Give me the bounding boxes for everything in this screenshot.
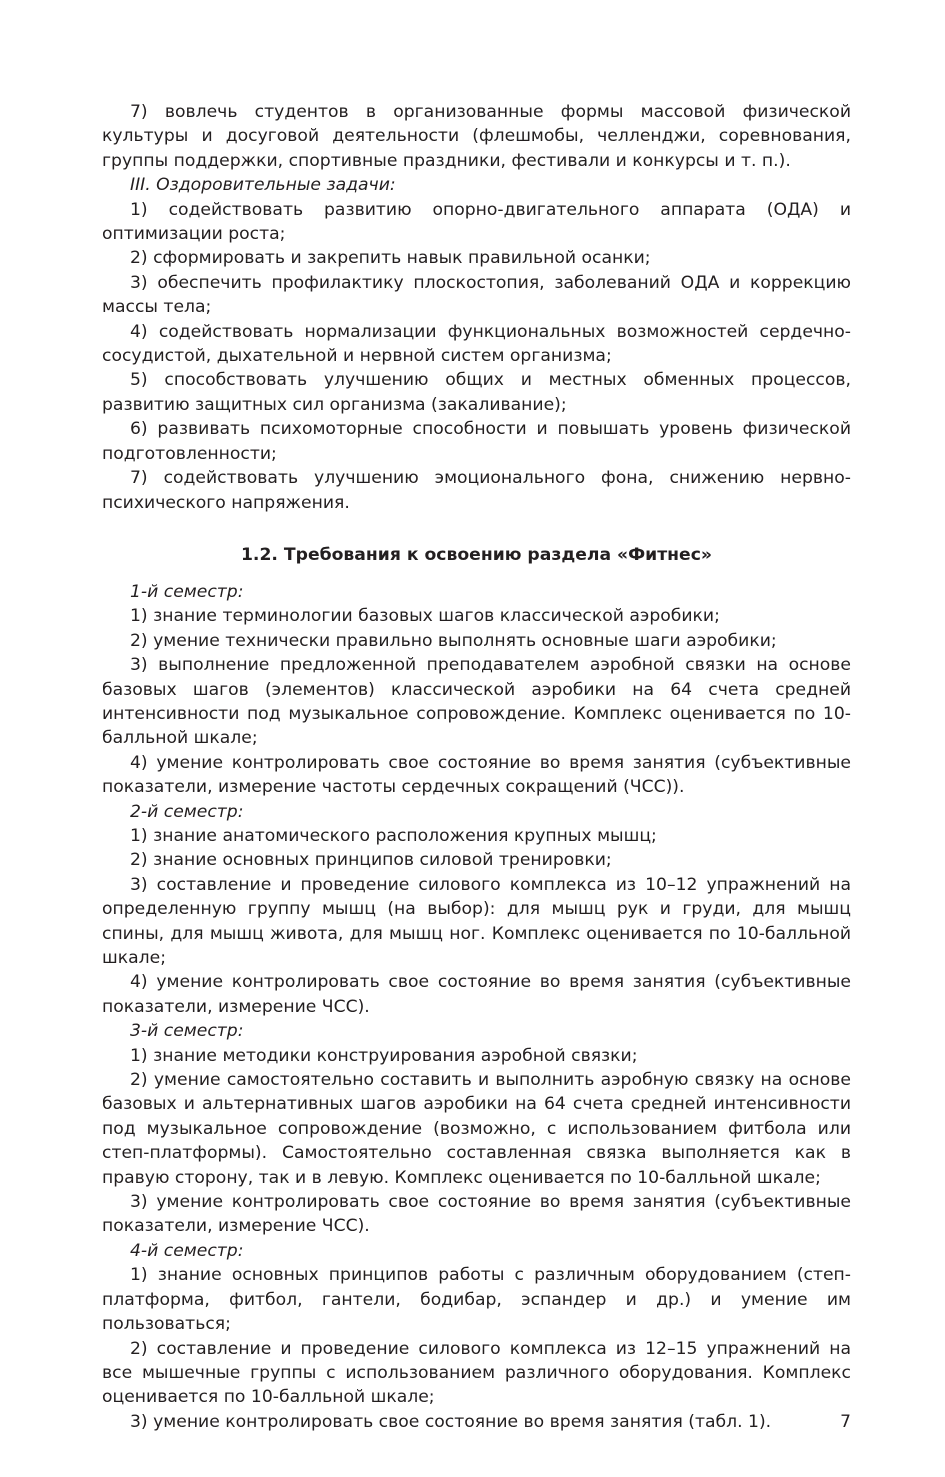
semester-title: 1-й семестр: (130, 581, 244, 602)
list-item: 1) знание основных принципов работы с различным оборудованием (степ-платформа, фитбол, гантели, бодибар, эспандер и др.) и умение им пользоваться; (102, 1265, 851, 1335)
semester-title: 2-й семестр: (130, 801, 244, 822)
list-item: 2) умение технически правильно выполнять основные шаги аэробики; (130, 630, 777, 651)
list-item: 7) содействовать улучшению эмоционального фона, снижению нервно-психического напряжения. (102, 468, 851, 513)
section-heading: 1.2. Требования к освоению раздела «Фитнес» (240, 544, 713, 565)
page-number: 7 (840, 1412, 851, 1432)
list-item: 3) умение контролировать свое состояние во время занятия (субъективные показатели, измерение ЧСС). (102, 1192, 851, 1237)
list-item: 3) составление и проведение силового комплекса из 10–12 упражнений на определенную группу мышц (на выбор): для мышц рук и груди, для мышц спины, для мышц живота, для мышц ног. Комплекс оценивается по 10-балльной шкале; (102, 874, 851, 968)
list-item: 4) умение контролировать свое состояние во время занятия (субъективные показатели, измерение ЧСС). (102, 972, 851, 1017)
list-item: 7) вовлечь студентов в организованные формы массовой физической культуры и досуговой деятельности (флешмобы, челленджи, соревнования, группы поддержки, спортивные праздники, фестивали и конкурсы и т. п.). (102, 102, 851, 171)
list-item: 1) знание терминологии базовых шагов классической аэробики; (130, 606, 720, 627)
list-item: 3) выполнение предложенной преподавателем аэробной связки на основе базовых шагов (элементов) классической аэробики на 64 счета средней интенсивности под музыкальное сопровождение. Комплекс оценивается по 10-балльной шкале; (102, 655, 851, 749)
list-item: 1) знание анатомического расположения крупных мышц; (130, 825, 657, 846)
semester-title: 3-й семестр: (130, 1021, 244, 1042)
health-tasks-title: III. Оздоровительные задачи: (130, 175, 396, 196)
list-item: 2) составление и проведение силового комплекса из 12–15 упражнений на все мышечные группы с использованием различного оборудования. Комплекс оценивается по 10-балльной шкале; (102, 1338, 851, 1408)
list-item: 2) умение самостоятельно составить и выполнить аэробную связку на основе базовых и альтернативных шагов аэробики на 64 счета средней интенсивности под музыкальное сопровождение (возможно, с использованием фитбола или степ-платформы). Самостоятельно составленная связка выполняется как в правую сторону, так и в левую. Комплекс оценивается по 10-балльной шкале; (102, 1070, 851, 1188)
page-body (102, 100, 851, 1434)
list-item: 3) обеспечить профилактику плоскостопия, заболеваний ОДА и коррекцию массы тела; (102, 272, 851, 318)
list-item: 4) умение контролировать свое состояние во время занятия (субъективные показатели, измерение частоты сердечных сокращений (ЧСС)). (102, 752, 851, 798)
list-item: 4) содействовать нормализации функциональных возможностей сердечно-сосудистой, дыхательной и нервной систем организма; (102, 321, 851, 367)
semester-title: 4-й семестр: (130, 1240, 244, 1261)
list-item: 5) способствовать улучшению общих и местных обменных процессов, развитию защитных сил организма (закаливание); (102, 370, 851, 415)
list-item: 2) знание основных принципов силовой тренировки; (130, 850, 612, 871)
list-item: 6) развивать психомоторные способности и повышать уровень физической подготовленности; (102, 419, 851, 464)
list-item: 1) знание методики конструирования аэробной связки; (130, 1045, 638, 1066)
list-item: 1) содействовать развитию опорно-двигательного аппарата (ОДА) и оптимизации роста; (102, 199, 851, 245)
list-item: 2) сформировать и закрепить навык правильной осанки; (130, 248, 651, 269)
list-item: 3) умение контролировать свое состояние во время занятия (табл. 1). (130, 1411, 772, 1432)
